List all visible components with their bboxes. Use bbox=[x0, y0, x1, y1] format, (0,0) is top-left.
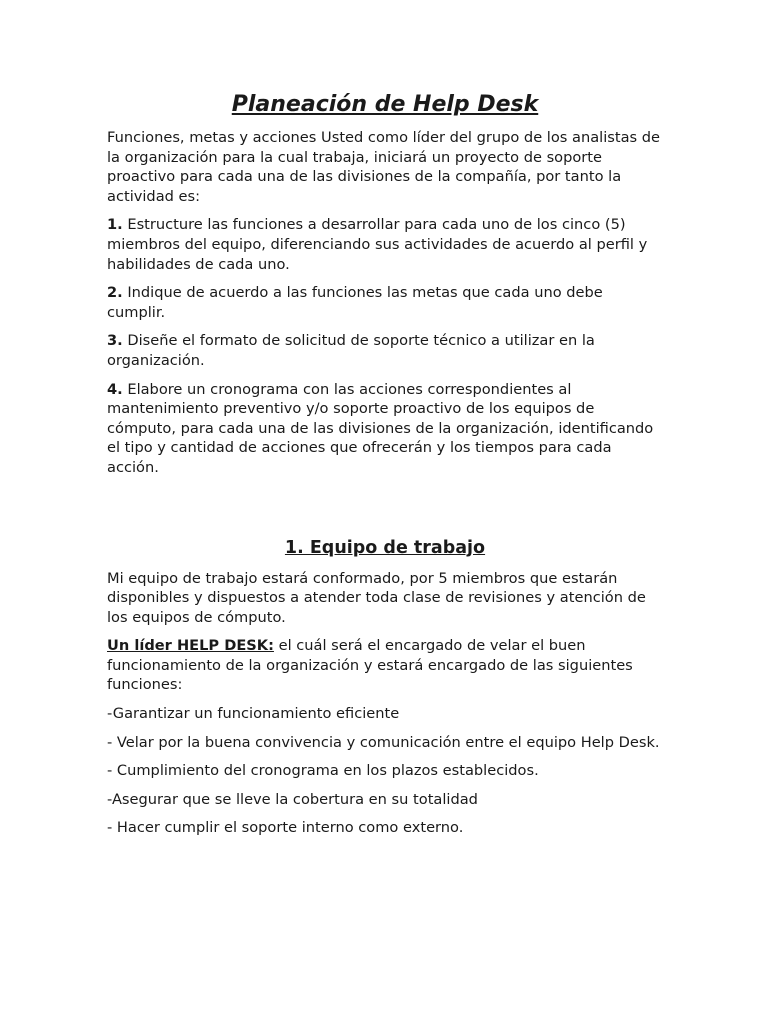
task-number: 2. bbox=[107, 284, 123, 302]
function-item: - Velar por la buena convivencia y comunicación entre el equipo Help Desk. bbox=[107, 733, 660, 751]
function-item: -Garantizar un funcionamiento eficiente bbox=[107, 705, 400, 723]
task-text: Elabore un cronograma con las acciones correspondientes al mantenimiento preventivo y/o soporte proactivo de los equipos de cómputo, para cada una de las divisiones de la organización, identificando el tipo y cantidad de acciones que ofrecerán y los tiempos para cada acción. bbox=[107, 380, 654, 476]
task-number: 3. bbox=[107, 332, 123, 350]
leader-text: el cuál será el encargado de velar el buen funcionamiento de la organización y estará encargado de las siguientes funciones: bbox=[107, 637, 633, 694]
task-item bbox=[107, 331, 663, 370]
task-item bbox=[107, 283, 663, 322]
document-content bbox=[107, 88, 663, 847]
task-item bbox=[107, 380, 663, 478]
leader-label: Un líder HELP DESK: bbox=[107, 637, 274, 655]
task-item bbox=[107, 215, 663, 274]
document-title: Planeación de Help Desk bbox=[231, 92, 539, 117]
section-heading: 1. Equipo de trabajo bbox=[284, 537, 486, 558]
task-text: Diseñe el formato de solicitud de soporte técnico a utilizar en la organización. bbox=[107, 332, 595, 369]
task-text: Indique de acuerdo a las funciones las metas que cada uno debe cumplir. bbox=[107, 284, 603, 321]
task-number: 1. bbox=[107, 216, 123, 234]
leader-paragraph bbox=[107, 636, 663, 695]
function-item: - Hacer cumplir el soporte interno como externo. bbox=[107, 819, 464, 837]
task-text: Estructure las funciones a desarrollar para cada uno de los cinco (5) miembros del equipo, diferenciando sus actividades de acuerdo al perfil y habilidades de cada uno. bbox=[107, 216, 648, 273]
function-item: - Cumplimiento del cronograma en los plazos establecidos. bbox=[107, 762, 539, 780]
task-number: 4. bbox=[107, 380, 123, 398]
intro-paragraph: Funciones, metas y acciones Usted como líder del grupo de los analistas de la organización para la cual trabaja, iniciará un proyecto de soporte proactivo para cada una de las divisiones de la compañía, por tanto la actividad es: bbox=[107, 129, 661, 205]
function-item: -Asegurar que se lleve la cobertura en su totalidad bbox=[107, 790, 478, 808]
section-intro-paragraph: Mi equipo de trabajo estará conformado, por 5 miembros que estarán disponibles y dispuestos a atender toda clase de revisiones y atención de los equipos de cómputo. bbox=[107, 569, 646, 626]
